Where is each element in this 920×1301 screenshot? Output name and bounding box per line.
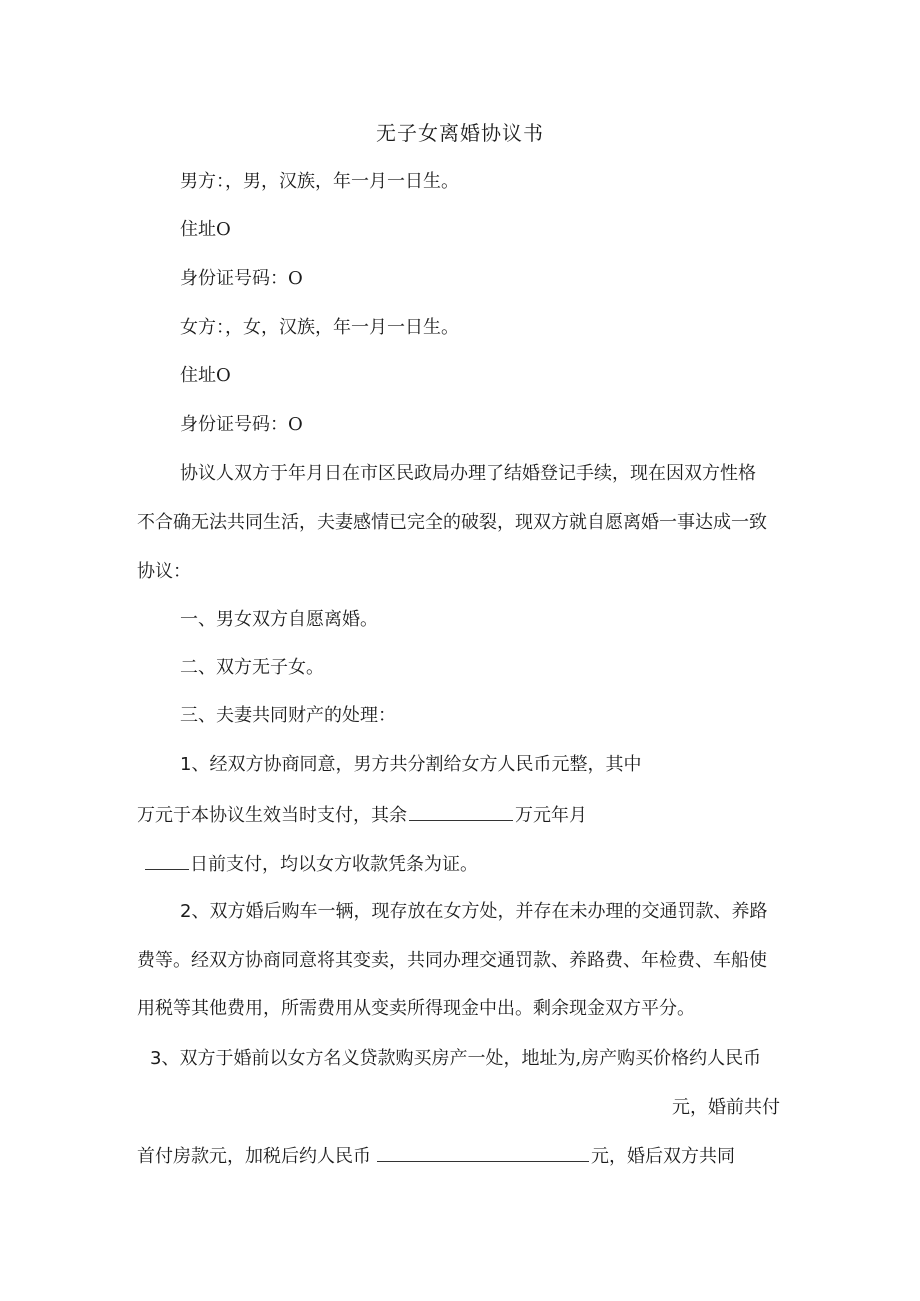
property-item-1-text: 、经双方协商同意，男方共分割给女方人民币元整，其中 (191, 754, 642, 775)
blank-field-day (145, 851, 189, 870)
property-item-3-line-1 (150, 1047, 761, 1071)
property-item-3-text: 、双方于婚前以女方名义贷款购买房产一处，地址为,房产购买价格约人民币 (161, 1048, 762, 1069)
male-id-line: 身份证号码：O (180, 268, 303, 289)
male-address-line: 住址O (180, 219, 231, 240)
property-item-2-text: 、双方婚后购车一辆，现存放在女方处，并存在未办理的交通罚款、养路 (191, 901, 768, 922)
intro-paragraph-line-2: 不合确无法共同生活，夫妻感情已完全的破裂，现双方就自愿离婚一事达成一致 (137, 512, 767, 533)
property-item-2-line-2: 费等。经双方协商同意将其变卖，共同办理交通罚款、养路费、年检费、车船使 (137, 950, 767, 971)
property-item-1-line-2 (137, 802, 587, 828)
property-item-3-line-3 (137, 1143, 735, 1169)
female-info-line: 女方：，女，汉族，年一月一日生。 (180, 317, 459, 338)
property-item-3-number: 3 (150, 1048, 162, 1069)
property-item-1-line-2-end: 万元年月 (515, 805, 587, 826)
property-item-1-number: 1 (180, 754, 192, 775)
property-item-3-line-3-start: 首付房款元，加税后约人民币 (137, 1146, 371, 1167)
clause-3: 三、夫妻共同财产的处理： (180, 705, 396, 726)
male-info-line: 男方：，男，汉族，年一月一日生。 (180, 171, 459, 192)
clause-1: 一、男女双方自愿离婚。 (180, 609, 378, 630)
property-item-3-line-3-end: 元，婚后双方共同 (591, 1146, 735, 1167)
document-title: 无子女离婚协议书 (376, 121, 544, 145)
property-item-2-number: 2 (180, 901, 192, 922)
property-item-1-line-2-start: 万元于本协议生效当时支付，其余 (137, 805, 407, 826)
clause-2: 二、双方无子女。 (180, 657, 324, 678)
blank-field-remaining-amount (409, 802, 513, 821)
property-item-1-line-3 (145, 851, 478, 877)
property-item-2-line-3: 用税等其他费用，所需费用从变卖所得现金中出。剩余现金双方平分。 (137, 998, 695, 1019)
property-item-3-line-2: 元，婚前共付 (672, 1097, 780, 1118)
property-item-2-line-1 (180, 900, 767, 924)
intro-paragraph-line-3: 协议： (137, 561, 191, 582)
intro-paragraph-line-1: 协议人双方于年月日在市区民政局办理了结婚登记手续，现在因双方性格 (180, 463, 756, 484)
blank-field-total-price (377, 1143, 589, 1162)
property-item-1-line-3-text: 日前支付，均以女方收款凭条为证。 (190, 854, 478, 875)
female-address-line: 住址O (180, 365, 231, 386)
female-id-line: 身份证号码：O (180, 414, 303, 435)
property-item-1-line-1 (180, 753, 641, 777)
